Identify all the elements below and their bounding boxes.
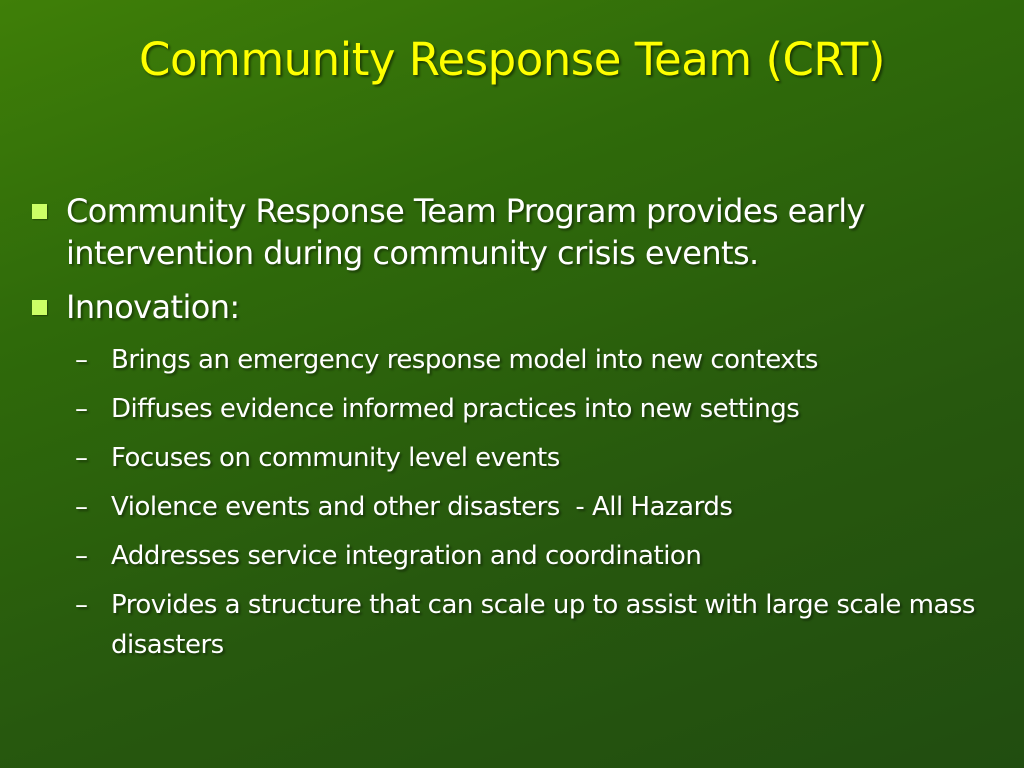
slide-title: Community Response Team (CRT) [139, 33, 885, 86]
sub-bullet-item [30, 585, 990, 665]
sub-bullet-text: Addresses service integration and coordination [111, 541, 702, 571]
sub-bullet-item [30, 389, 990, 429]
sub-bullet-item [30, 536, 990, 576]
dash-marker: – [75, 541, 88, 571]
square-bullet-icon [32, 300, 47, 315]
sub-bullet-text: Provides a structure that can scale up to assist with large scale mass disasters [111, 590, 975, 660]
bullet-item [30, 190, 990, 274]
bullet-text: Innovation: [66, 288, 240, 326]
dash-marker: – [75, 345, 88, 375]
sub-bullet-text: Diffuses evidence informed practices into new settings [111, 394, 800, 424]
sub-bullet-item [30, 487, 990, 527]
dash-marker: – [75, 394, 88, 424]
slide-content [30, 190, 990, 674]
sub-bullet-item [30, 340, 990, 380]
dash-marker: – [75, 590, 88, 620]
sub-bullet-text: Focuses on community level events [111, 443, 560, 473]
bullet-item [30, 286, 990, 328]
dash-marker: – [75, 492, 88, 522]
dash-marker: – [75, 443, 88, 473]
square-bullet-icon [32, 204, 47, 219]
sub-bullet-item [30, 438, 990, 478]
bullet-text: Community Response Team Program provides early intervention during community crisis events. [66, 192, 865, 272]
sub-bullet-text: Brings an emergency response model into new contexts [111, 345, 818, 375]
sub-bullet-text: Violence events and other disasters - All Hazards [111, 492, 733, 522]
